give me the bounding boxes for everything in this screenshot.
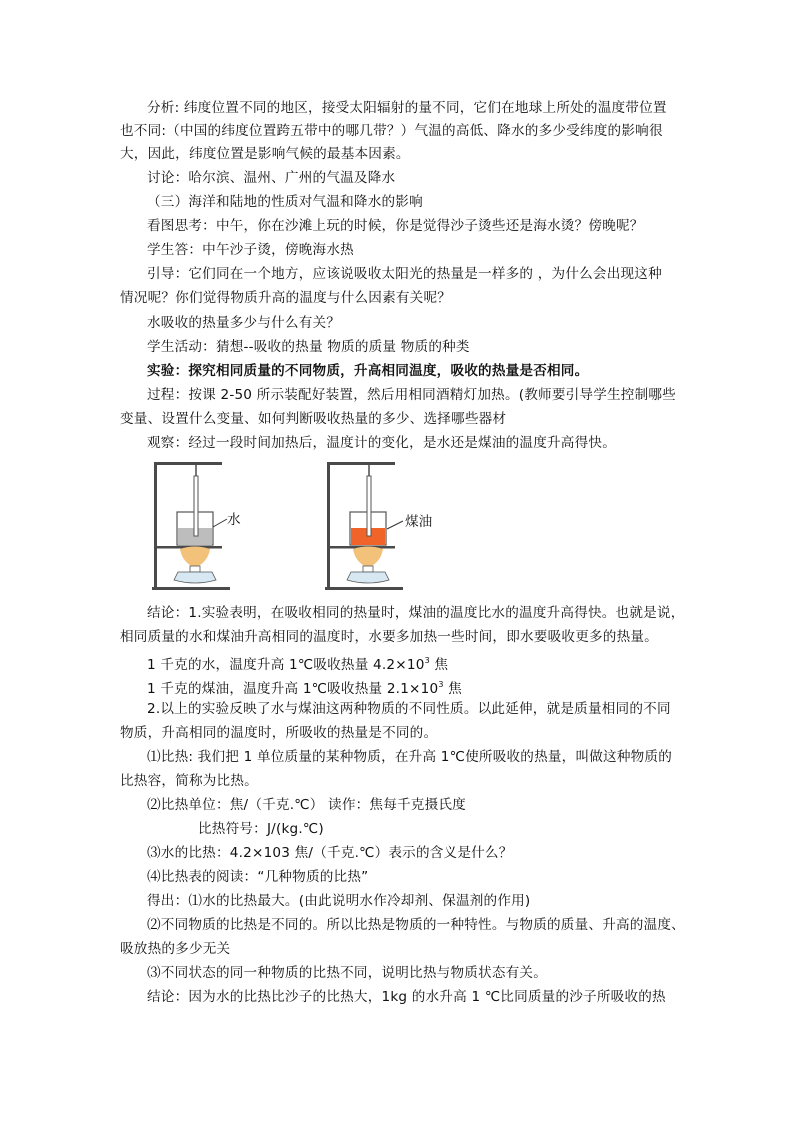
paragraph-guide: 引导：它们同在一个地方，应该说吸收太阳光的热量是一样多的 ，为什么会出现这种 <box>147 266 662 282</box>
paragraph-activity: 学生活动：猜想--吸收的热量 物质的质量 物质的种类 <box>147 339 470 355</box>
stand-arm <box>154 462 222 465</box>
paragraph-discussion: 讨论：哈尔滨、温州、广州的气温及降水 <box>147 170 396 186</box>
kerosene-label: 煤油 <box>405 514 433 530</box>
alcohol-lamp <box>347 572 389 583</box>
experiment-heading: 实验：探究相同质量的不同物质，升高相同温度，吸收的热量是否相同。 <box>147 363 589 379</box>
paragraph-guide-cont: 情况呢？你们觉得物质升高的温度与什么因素有关呢？ <box>120 290 452 306</box>
thermometer <box>367 476 371 536</box>
result-1: 得出：⑴水的比热最大。(由此说明水作冷却剂、保温剂的作用) <box>147 893 531 909</box>
paragraph-analysis: 分析: 纬度位置不同的地区，接受太阳辐射的量不同，它们在地球上所处的温度带位置 <box>147 100 667 116</box>
paragraph-process-cont: 变量、设置什么变量、如何判断吸收热量的多少、选择哪些器材 <box>120 411 507 427</box>
kerosene-heat-fact: 1 千克的煤油，温度升高 1℃吸收热量 $2.1\times 10^3$ 焦 <box>147 680 462 697</box>
stand-rod <box>327 462 330 590</box>
paragraph-extension-cont: 物质，升高相同的温度时，所吸收的热量是不同的。 <box>120 725 438 741</box>
definition-specific-heat: ⑴比热: 我们把 1 单位质量的某种物质，在升高 1℃使所吸收的热量，叫做这种物质的 <box>147 749 673 765</box>
stand-base <box>325 587 403 590</box>
result-3: ⑶不同状态的同一种物质的比热不同，说明比热与物质状态有关。 <box>147 965 548 981</box>
paragraph-process: 过程：按课 2-50 所示装配好装置，然后用相同酒精灯加热。(教师要引导学生控制哪些 <box>147 387 676 403</box>
result-2: ⑵不同物质的比热是不同的。所以比热是物质的一种特性。与物质的质量、升高的温度、 <box>147 917 685 933</box>
specific-heat-symbol: 比热符号：J/(kg.℃) <box>198 821 324 837</box>
stand-arm <box>327 462 395 465</box>
paragraph-analysis-cont: 大，因此，纬度位置是影响气候的最基本因素。 <box>120 146 410 162</box>
final-conclusion: 结论：因为水的比热比沙子的比热大，1kg 的水升高 1 ℃比同质量的沙子所吸收的热 <box>147 989 666 1005</box>
paragraph-extension: 2.以上的实验反映了水与煤油这两种物质的不同性质。以此延伸，就是质量相同的不同 <box>147 701 671 717</box>
paragraph-analysis-cont: 也不同:（中国的纬度位置跨五带中的哪几带？）气温的高低、降水的多少受纬度的影响很 <box>120 123 663 139</box>
thermometer <box>194 476 198 536</box>
flame <box>353 547 383 569</box>
paragraph-conclusion-cont: 相同质量的水和煤油升高相同的温度时，水要多加热一些时间，即水要吸收更多的热量。 <box>120 629 658 645</box>
water-specific-heat: ⑶水的比热：4.2×103 焦/（千克.℃）表示的含义是什么？ <box>147 845 513 861</box>
specific-heat-table-reading: ⑷比热表的阅读：“几种物质的比热” <box>147 869 369 885</box>
paragraph-question: 看图思考：中午，你在沙滩上玩的时候，你是觉得沙子烫些还是海水烫？傍晚呢？ <box>147 218 644 234</box>
kerosene-pointer <box>386 520 404 530</box>
specific-heat-unit: ⑵比热单位：焦/（千克.℃） 读作：焦每千克摄氏度 <box>147 797 466 813</box>
section-heading: （三）海洋和陆地的性质对气温和降水的影响 <box>147 194 423 210</box>
paragraph-question: 水吸收的热量多少与什么有关？ <box>147 315 341 331</box>
flame <box>180 547 210 569</box>
water-label: 水 <box>227 512 241 528</box>
stand-rod <box>154 462 157 590</box>
stand-base <box>152 587 230 590</box>
definition-specific-heat-cont: 比热容，简称为比热。 <box>120 773 258 789</box>
alcohol-lamp <box>174 572 216 583</box>
water-pointer <box>212 518 228 528</box>
paragraph-observation: 观察：经过一段时间加热后，温度计的变化，是水还是煤油的温度升高得快。 <box>147 435 616 451</box>
paragraph-student-answer: 学生答：中午沙子烫，傍晚海水热 <box>147 242 354 258</box>
result-2-cont: 吸放热的多少无关 <box>120 941 231 957</box>
paragraph-conclusion: 结论：1.实验表明，在吸收相同的热量时，煤油的温度比水的温度升高得快。也就是说， <box>147 605 685 621</box>
water-heat-fact: 1 千克的水，温度升高 1℃吸收热量 $4.2\times 10^3$ 焦 <box>147 656 449 673</box>
